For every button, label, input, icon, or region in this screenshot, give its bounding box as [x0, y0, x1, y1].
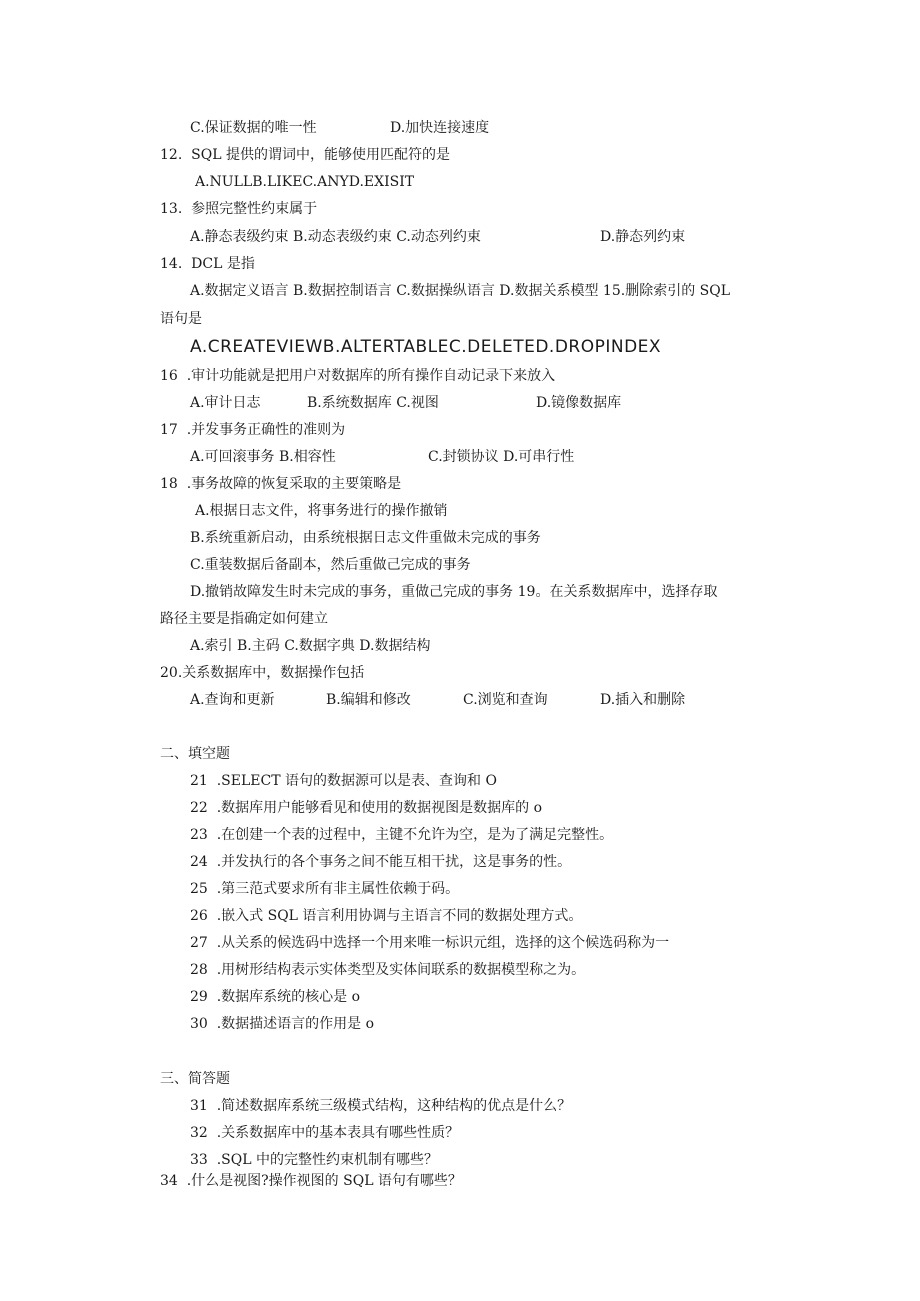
q12-options: A.NULLB.LIKEC.ANYD.EXISIT — [195, 174, 415, 190]
q17-option-ab: A.可回滚事务 B.相容性 — [190, 449, 336, 465]
q12-stem: 12. SQL 提供的谓词中，能够使用匹配符的是 — [160, 147, 450, 163]
fill-item: 28 .用树形结构表示实体类型及实体间联系的数据模型称之为。 — [190, 962, 586, 978]
section2-title: 二、填空题 — [160, 746, 230, 762]
fill-item: 27 .从关系的候选码中选择一个用来唯一标识元组，选择的这个候选码称为一 — [190, 935, 670, 951]
fill-item: 26 .嵌入式 SQL 语言利用协调与主语言不同的数据处理方式。 — [190, 908, 583, 924]
short-answer-item: 34 .什么是视图?操作视图的 SQL 语句有哪些？ — [160, 1173, 462, 1189]
q20-stem: 20.关系数据库中，数据操作包括 — [160, 665, 365, 681]
q18-option-d: D.撤销故障发生时未完成的事务，重做己完成的事务 19。在关系数据库中，选择存取 — [190, 584, 718, 600]
q20-option-b: B.编辑和修改 — [326, 692, 411, 708]
q20-option-a: A.查询和更新 — [190, 692, 275, 708]
q18-option-a: A.根据日志文件，将事务进行的操作撤销 — [195, 503, 448, 519]
q14-options: A.数据定义语言 B.数据控制语言 C.数据操纵语言 D.数据关系模型 15.删除索引的 SQL — [190, 283, 731, 299]
short-answer-item: 32 .关系数据库中的基本表具有哪些性质？ — [190, 1125, 460, 1141]
q11-option-d: D.加快连接速度 — [390, 120, 490, 136]
q20-option-d: D.插入和删除 — [600, 692, 686, 708]
short-answer-item: 33 .SQL 中的完整性约束机制有哪些？ — [190, 1152, 438, 1168]
q16-option-bc: B.系统数据库 C.视图 — [307, 395, 439, 411]
q11-option-c: C.保证数据的唯一性 — [190, 120, 317, 136]
q16-stem: 16 .审计功能就是把用户对数据库的所有操作自动记录下来放入 — [160, 368, 556, 384]
q13-options: A.静态表级约束 B.动态表级约束 C.动态列约束 — [190, 229, 481, 245]
section3-title: 三、简答题 — [160, 1071, 230, 1087]
q16-option-a: A.审计日志 — [190, 395, 261, 411]
fill-item: 30 .数据描述语言的作用是 o — [190, 1016, 375, 1032]
fill-item: 24 .并发执行的各个事务之间不能互相干扰，这是事务的性。 — [190, 854, 572, 870]
q19-options: A.索引 B.主码 C.数据字典 D.数据结构 — [190, 638, 431, 654]
fill-item: 23 .在创建一个表的过程中，主键不允许为空，是为了满足完整性。 — [190, 827, 614, 843]
q19-stem-continuation: 路径主要是指确定如何建立 — [160, 611, 328, 627]
q17-stem: 17 .并发事务正确性的准则为 — [160, 422, 346, 438]
q18-option-c: C.重装数据后备副本，然后重做己完成的事务 — [190, 557, 471, 573]
q18-stem: 18 .事务故障的恢复采取的主要策略是 — [160, 476, 402, 492]
short-answer-item: 31 .简述数据库系统三级模式结构，这种结构的优点是什么？ — [190, 1098, 572, 1114]
fill-item: 22 .数据库用户能够看见和使用的数据视图是数据库的 o — [190, 800, 543, 816]
q14-stem: 14. DCL 是指 — [160, 256, 255, 272]
q20-option-c: C.浏览和查询 — [463, 692, 548, 708]
q13-stem: 13. 参照完整性约束属于 — [160, 201, 318, 217]
fill-item: 25 .第三范式要求所有非主属性依赖于码。 — [190, 881, 460, 897]
fill-item: 29 .数据库系统的核心是 o — [190, 989, 361, 1005]
q15-stem-continuation: 语句是 — [160, 311, 202, 327]
q15-options: A.CREATEVIEWB.ALTERTABLEC.DELETED.DROPINDEX — [190, 337, 662, 357]
q13-option-d: D.静态列约束 — [600, 229, 686, 245]
q17-option-cd: C.封锁协议 D.可串行性 — [428, 449, 575, 465]
fill-item: 21 .SELECT 语句的数据源可以是表、查询和 O — [190, 773, 497, 789]
q18-option-b: B.系统重新启动，由系统根据日志文件重做未完成的事务 — [190, 530, 541, 546]
q16-option-d: D.镜像数据库 — [536, 395, 622, 411]
